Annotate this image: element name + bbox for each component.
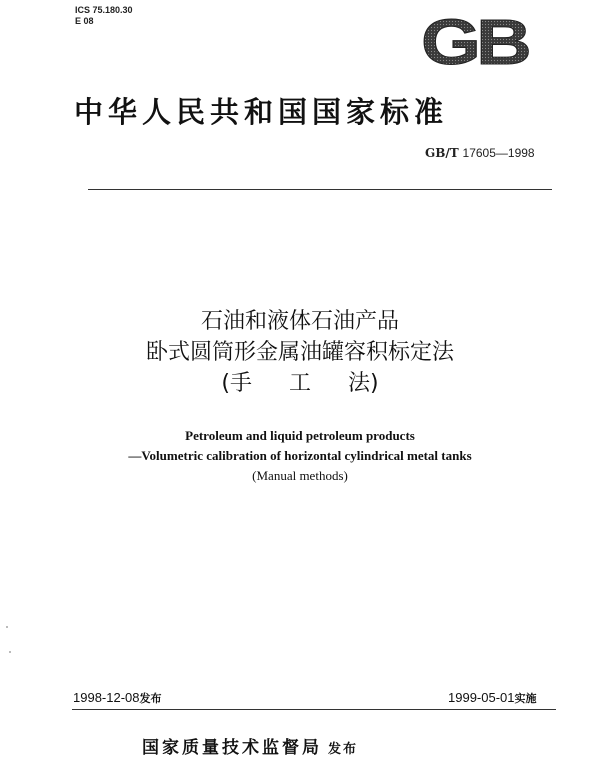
publisher-name: 国家质量技术监督局 (142, 738, 322, 758)
logo-text: GB (421, 14, 530, 70)
title-en-line2: —Volumetric calibration of horizontal cylindrical metal tanks (128, 448, 472, 463)
scan-speck (9, 651, 11, 653)
issue-label: 发布 (139, 692, 162, 705)
english-title (0, 426, 600, 486)
title-en-line1: Petroleum and liquid petroleum products (185, 428, 415, 443)
scan-speck (6, 626, 8, 628)
standard-prefix: GB/T (425, 146, 459, 160)
ics-code: ICS 75.180.30 (75, 5, 133, 15)
chinese-title (0, 306, 600, 399)
top-divider (88, 189, 552, 190)
implement-date-block (448, 690, 537, 706)
classification-codes (75, 5, 133, 27)
gb-logo-icon (418, 14, 530, 70)
standard-number (425, 146, 535, 160)
title-cn-line2: 卧式圆筒形金属油罐容积标定法 (145, 340, 454, 365)
title-cn-line3: (手 工 法) (221, 371, 379, 396)
publisher-action: 发布 (328, 742, 359, 757)
ccs-code: E 08 (75, 16, 94, 26)
publisher (142, 733, 358, 758)
bottom-divider (72, 709, 556, 710)
org-title: 中华人民共和国国家标准 (74, 95, 449, 129)
implement-label: 实施 (514, 692, 537, 705)
title-cn-line1: 石油和液体石油产品 (200, 309, 399, 334)
title-en-line3: (Manual methods) (252, 468, 348, 483)
issue-date: 1998-12-08 (73, 690, 140, 705)
implement-date: 1999-05-01 (448, 690, 515, 705)
issue-date-block (73, 690, 162, 706)
standard-code: 17605—1998 (462, 146, 535, 160)
